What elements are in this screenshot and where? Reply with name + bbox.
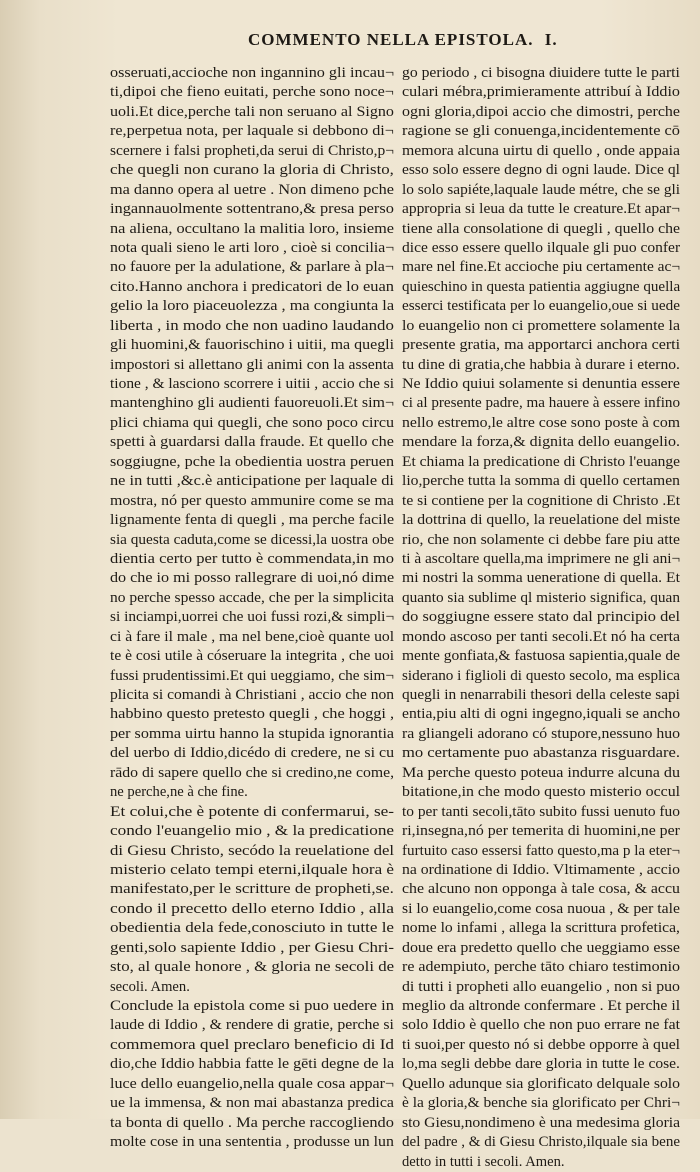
text-line: rādo di sapere quello che si credino,ne come, (110, 764, 394, 781)
text-line: entia,piu alti di ogni ingegno,iquali se ancho (402, 706, 680, 723)
text-line: liberta , in modo che non uadino laudando (110, 317, 394, 334)
text-line: luce dello euangelio,nella quale cosa appar¬ (110, 1075, 394, 1092)
text-line: te è cosi utile à cóseruare la integrita , che uoi (110, 648, 394, 665)
text-line: spetti à guardarsi dalla fraude. Et quello che (110, 434, 394, 451)
text-line: re,perpetua nota, per laquale si debbono di¬ (110, 123, 394, 140)
text-line: lignamente fenta di quegli , ma perche facile (110, 512, 394, 529)
text-line: appropria si leua da tutte le creature.Et apar¬ (402, 201, 680, 218)
text-line: ti,dipoi che fieno euitati, perche sono noce¬ (110, 84, 394, 101)
text-line: furtuito caso essersi fatto questo,ma p la eter¬ (402, 842, 680, 859)
text-line: esso solo essere degno di ogni laude. Dice ql (402, 162, 680, 179)
text-line: condo l'euangelio mio , & la predicatione (110, 823, 394, 840)
text-line: Et colui,che è potente di confermarui, se- (110, 803, 394, 820)
text-line: nello estremo,le altre cose sono poste à com (402, 414, 680, 431)
text-line: Et chiama la predicatione di Christo l'euange (402, 453, 680, 470)
text-line: na ordinatione di Iddio. Vltimamente , accio (402, 861, 680, 878)
text-line: quegli in nenarrabili thesori della celeste sapi (402, 687, 680, 703)
text-line: gli huomini,& fauorischino i uitii, ma quegli (110, 337, 394, 354)
text-line: tione , & lasciono scorrere i uitii , accio che si (110, 376, 394, 392)
text-line: ra gliangeli adorano có stupore,nessuno huo (402, 725, 680, 742)
text-line: siderano i figlioli di questo secolo, ma esplica (402, 667, 680, 684)
text-line: ci al presente padre, ma hauere à essere infino (402, 395, 680, 412)
text-line: commemora quel preclaro beneficio di Id (110, 1036, 394, 1053)
text-line: ogni gloria,dipoi accio che dimostri, perche (402, 103, 680, 120)
text-line: go periodo , ci bisogna diuidere tutte le parti (402, 65, 680, 81)
text-line: uoli.Et dice,perche tali non seruano al Signo (110, 103, 394, 120)
text-line: ingannauolmente sottentrano,& presa perso (110, 201, 394, 218)
text-line: obedientia dela fede,conosciuto in tutte le (110, 920, 394, 937)
text-line: Ne Iddio quiui solamente si denuntia essere (402, 376, 680, 392)
folio-number: I. (544, 30, 558, 49)
text-line: ti suoi,per questo nó si debbe opporre à quel (402, 1036, 680, 1053)
text-line: lo euangelio non ci promettere solamente la (402, 317, 680, 334)
text-line: mente gonfiata,& fastuosa sapientia,quale de (402, 648, 680, 665)
text-line: mendare la forza,& dignita dello euangelio. (402, 434, 680, 451)
text-line: cito.Hanno anchora i predicatori de lo euan (110, 278, 394, 295)
text-line: mi nostri la somma ueneratione di quella. Et (402, 570, 680, 587)
text-line: rio, che non solamente ci debbe fare piu atte (402, 531, 680, 548)
text-line: mostra, nó per questo ammunire come se ma (110, 492, 394, 509)
text-line: condo il precetto dello eterno Iddio , alla (110, 900, 394, 917)
text-line: impostori si allettano gli animi con la assenta (110, 356, 394, 373)
text-line: quanto sia sublime ql misterio significa, quan (402, 589, 680, 606)
text-line: do soggiugne essere stato dal principio del (402, 609, 680, 626)
right-text-column (402, 64, 680, 1172)
text-line: tiene alla consolatione di quegli , quello che (402, 220, 680, 237)
text-line: gelio la loro piaceuolezza , ma congiunta la (110, 298, 394, 315)
running-header (248, 30, 680, 50)
text-line: mare nel fine.Et accioche piu certamente ac¬ (402, 259, 680, 276)
text-line: doue era predetto quello che ueggiamo esse (402, 939, 680, 956)
text-line: mantenghino gli audienti fauoreuoli.Et sim¬ (110, 395, 394, 412)
text-line: bitatione,in che modo questo misterio occul (402, 784, 680, 801)
text-line: di tutti i propheti allo euangelio , non si puo (402, 978, 680, 995)
text-line: Quello adunque sia glorificato delquale solo (402, 1075, 680, 1092)
text-line: ragione se gli conuenga,incidentemente cō (402, 123, 680, 140)
text-line: ne in tutti ,&c.è anticipatione per laquale di (110, 473, 394, 490)
text-line: nome lo infami , allega la scrittura profetica, (402, 920, 680, 937)
text-line: ci à fare il male , ma nel bene,cioè quante uol (110, 628, 394, 645)
text-line: ue la immensa, & non mai abastanza predica (110, 1095, 394, 1112)
text-line: mo certamente puo abastanza risguardare. (402, 745, 680, 762)
text-line: mondo ascoso per tanti secoli.Et nó ha certa (402, 628, 680, 645)
text-line: ma danno opera al uetre . Non dimeno pche (110, 181, 394, 198)
text-line: del uerbo di Iddio,dicédo di credere, ne si cu (110, 745, 394, 762)
text-line: esserci testificata per lo euangelio,oue si uede (402, 298, 680, 315)
text-line: del padre , & di Giesu Christo,ilquale sia bene (402, 1134, 680, 1151)
text-line: sto Giesu,nondimeno è una medesima gloria (402, 1114, 680, 1131)
running-title: COMMENTO NELLA EPISTOLA. (248, 30, 534, 49)
text-line: fussi prudentissimi.Et qui ueggiamo, che sim¬ (110, 667, 394, 684)
text-line: soggiugne, pche la obedientia uostra peruen (110, 453, 394, 470)
text-line: molte cose in una sententia , produsse un lun (110, 1134, 394, 1151)
text-line: secoli. Amen. (110, 978, 190, 995)
text-line: quieschino in questa patientia aggiugne quella (402, 278, 680, 295)
text-line: ti à ascoltare quella,ma imprimere ne gli ani¬ (402, 550, 680, 567)
text-line: laude di Iddio , & rendere di gratie, perche si (110, 1017, 394, 1034)
text-line: dientia certo per tutto è commendata,in mo (110, 550, 394, 567)
text-line: lo,ma segli debbe dare gloria in tutte le cose. (402, 1056, 680, 1073)
text-line: detto in tutti i secoli. Amen. (402, 1153, 565, 1170)
text-line: Conclude la epistola come si puo uedere in (110, 998, 394, 1014)
text-line: lio,perche tutta la somma di quello certamen (402, 473, 680, 490)
text-line: meglio da altronde confermare . Et perche il (402, 998, 680, 1014)
text-line: ri,insegna,nó per temerita di huomini,ne per (402, 823, 680, 840)
text-line: habbino questo pretesto quegli , che hoggi , (110, 706, 394, 723)
text-line: solo Iddio è quello che non puo errare ne fat (402, 1017, 680, 1034)
text-line: genti,solo sapiente Iddio , per Giesu Chri- (110, 939, 394, 956)
text-line: osseruati,accioche non ingannino gli incau¬ (110, 65, 394, 81)
text-line: tu dine di gratia,che habbia à durare i eterno. (402, 356, 680, 373)
text-line: dice esso essere quello ilquale gli puo confer (402, 239, 680, 256)
text-line: misterio celato tempi eterni,ilquale hora è (110, 861, 394, 878)
text-line: culari mébra,primieramente attribuí à Iddio (402, 84, 680, 101)
text-line: no perche spesso accade, che per la simplicita (110, 589, 394, 606)
text-line: dio,che Iddio habbia fatte le gēti degne de la (110, 1056, 394, 1073)
text-line: presente gratia, ma apportarci anchora certi (402, 337, 680, 354)
text-line: sia questa caduta,come se dicessi,la uostra obe (110, 531, 394, 548)
text-line: to per tanti secoli,tāto subito fussi uenuto fuo (402, 803, 680, 820)
text-line: la dottrina di quello, la reuelatione del miste (402, 512, 680, 529)
text-line: per somma uirtu hanno la stupida ignorantia (110, 725, 394, 742)
text-line: plicita si comandi à Christiani , accio che non (110, 687, 394, 703)
text-line: ne perche,ne à che fine. (110, 784, 248, 801)
text-line: è la gloria,& benche sia glorificato per Chri¬ (402, 1095, 680, 1112)
text-line: plici chiama qui quegli, che sono poco circu (110, 414, 394, 431)
text-line: nota quali sieno le arti loro , cioè si concilia¬ (110, 239, 394, 256)
text-line: manifestato,per le scritture de propheti,se. (110, 881, 394, 898)
text-line: Ma perche questo poteua indurre alcuna du (402, 764, 680, 781)
text-line: memora alcuna uirtu di quello , onde appaia (402, 142, 680, 159)
text-line: lo solo sapiéte,laquale laude métre, che se gli (402, 181, 680, 198)
text-line: te si contiene per la cognitione di Christo .Et (402, 492, 680, 509)
left-text-column (110, 64, 394, 1153)
text-line: do che io mi posso rallegrare di uoi,nó dime (110, 570, 394, 587)
text-line: che alcuno non opponga à tale cosa, & accu (402, 881, 680, 898)
text-line: si lo euangelio,come cosa nuoua , & per tale (402, 900, 680, 917)
text-line: si inciampi,uorrei che uoi fussi rozi,& simpli¬ (110, 609, 394, 626)
text-line: scernere i falsi propheti,da serui di Christo,p¬ (110, 142, 394, 159)
text-line: ta bonta di quello . Ma perche raccogliendo (110, 1114, 394, 1131)
text-line: che quegli non curano la gloria di Christo, (110, 162, 394, 179)
text-line: na aliena, occultano la malitia loro, insieme (110, 220, 394, 237)
text-line: sto, al quale honore , & gloria ne secoli de (110, 959, 394, 976)
text-line: di Giesu Christo, secódo la reuelatione del (110, 842, 394, 859)
text-line: no fauore per la adulatione, & parlare à pla¬ (110, 259, 394, 276)
text-line: re adempiuto, perche tāto chiaro testimonio (402, 959, 680, 976)
